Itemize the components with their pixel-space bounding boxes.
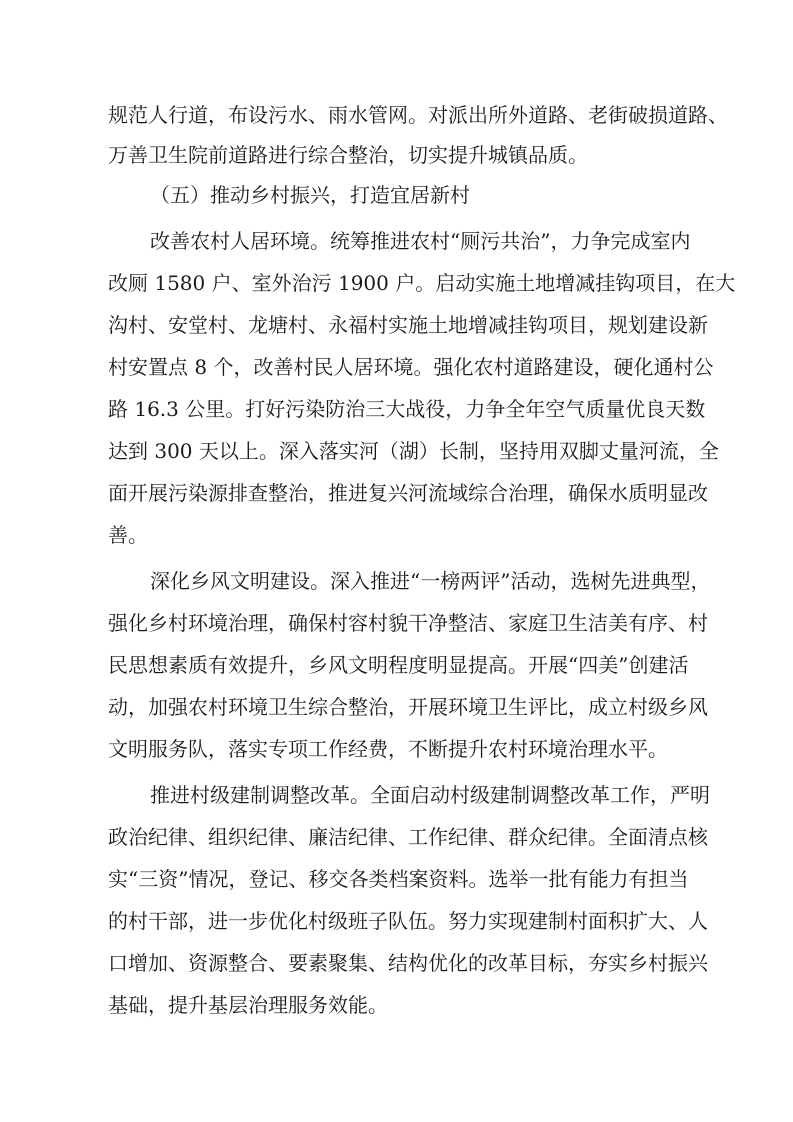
text-line: 实“三资”情况，登记、移交各类档案资料。选举一批有能力有担当 xyxy=(108,867,689,891)
text-line: 达到 300 天以上。深入落实河（湖）长制，坚持用双脚丈量河流，全 xyxy=(108,439,719,463)
text-line: 村安置点 8 个，改善村民人居环境。强化农村道路建设，硬化通村公 xyxy=(108,355,714,379)
section-heading: （五）推动乡村振兴，打造宜居新村 xyxy=(150,183,470,207)
paragraph-first-line: 深化乡风文明建设。深入推进“一榜两评”活动，选树先进典型， xyxy=(150,569,711,593)
text-line: 强化乡村环境治理，确保村容村貌干净整洁、家庭卫生洁美有序、村 xyxy=(108,611,708,635)
text-line: 口增加、资源整合、要素聚集、结构优化的改革目标，夯实乡村振兴 xyxy=(108,951,708,975)
text-line: 万善卫生院前道路进行综合整治，切实提升城镇品质。 xyxy=(108,143,588,167)
text-line: 的村干部，进一步优化村级班子队伍。努力实现建制村面积扩大、人 xyxy=(108,909,708,933)
text-line: 动，加强农村环境卫生综合整治，开展环境卫生评比，成立村级乡风 xyxy=(108,695,708,719)
paragraph-first-line: 改善农村人居环境。统筹推进农村“厕污共治”，力争完成室内 xyxy=(150,229,691,253)
text-line: 基础，提升基层治理服务效能。 xyxy=(108,993,388,1017)
text-line: 善。 xyxy=(108,523,148,547)
text-line: 路 16.3 公里。打好污染防治三大战役，力争全年空气质量优良天数 xyxy=(108,397,706,421)
text-line: 政治纪律、组织纪律、廉洁纪律、工作纪律、群众纪律。全面清点核 xyxy=(108,825,708,849)
text-line: 面开展污染源排查整治，推进复兴河流域综合治理，确保水质明显改 xyxy=(108,481,708,505)
paragraph-first-line: 推进村级建制调整改革。全面启动村级建制调整改革工作，严明 xyxy=(150,783,710,807)
text-line: 改厕 1580 户、室外治污 1900 户。启动实施土地增减挂钩项目，在大 xyxy=(108,271,736,295)
text-line: 沟村、安堂村、龙塘村、永福村实施土地增减挂钩项目，规划建设新 xyxy=(108,313,708,337)
text-line: 文明服务队，落实专项工作经费，不断提升农村环境治理水平。 xyxy=(108,737,668,761)
text-line: 民思想素质有效提升，乡风文明程度明显提高。开展“四美”创建活 xyxy=(108,653,689,677)
text-line: 规范人行道，布设污水、雨水管网。对派出所外道路、老街破损道路、 xyxy=(108,103,728,127)
